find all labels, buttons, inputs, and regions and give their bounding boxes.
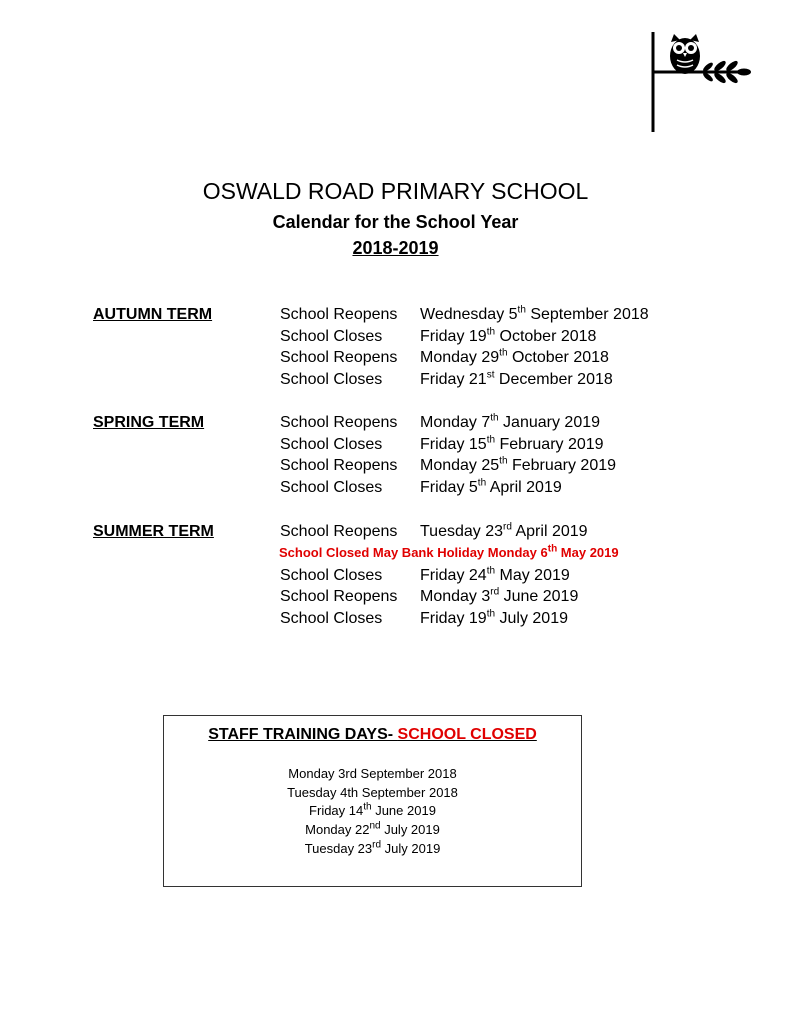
term-date-day: Friday 19 xyxy=(420,327,487,345)
term-date-ordinal: th xyxy=(499,348,508,360)
term-date-day: Friday 5 xyxy=(420,479,478,497)
term-date-ordinal: th xyxy=(490,412,499,424)
term-event: School Reopens xyxy=(280,306,398,323)
bank-holiday-text: School Closed May Bank Holiday Monday 6 xyxy=(279,545,548,560)
term-date-day: Wednesday 5 xyxy=(420,306,518,323)
term-date-ordinal: th xyxy=(486,326,496,338)
term-date-day: Friday 19 xyxy=(420,610,487,628)
term-date-month-year: April 2019 xyxy=(511,523,588,540)
staff-training-day xyxy=(164,785,581,800)
school-name: OSWALD ROAD PRIMARY SCHOOL xyxy=(202,178,589,204)
training-day-text: Tuesday 23 xyxy=(304,840,373,856)
term-event: School Reopens xyxy=(280,457,398,475)
term-date-day: Friday 15 xyxy=(420,435,487,453)
term-date-row xyxy=(280,610,568,628)
term-heading: SUMMER TERM xyxy=(93,523,214,540)
school-year: 2018-2019 xyxy=(352,238,439,258)
term-date-row xyxy=(280,479,562,497)
training-day-month-year: July 2019 xyxy=(380,822,440,838)
term-date-day: Monday 7 xyxy=(420,414,491,431)
term-event: School Closes xyxy=(280,566,383,584)
term-date-row xyxy=(280,414,600,432)
term-date-row xyxy=(280,371,613,389)
term-date-ordinal: th xyxy=(499,456,508,468)
term-date-ordinal: th xyxy=(517,304,526,316)
term-date-ordinal: th xyxy=(477,477,487,489)
training-day-text: Monday 22 xyxy=(305,822,370,838)
term-date-row xyxy=(280,567,570,585)
term-date-month-year: December 2018 xyxy=(494,371,613,389)
training-day-text: Friday 14 xyxy=(309,803,364,819)
owl-on-branch-icon xyxy=(640,26,770,136)
term-event: School Closes xyxy=(280,435,383,453)
term-date-day: Friday 21 xyxy=(420,371,487,389)
term-date-ordinal: rd xyxy=(490,587,500,599)
term-date-row xyxy=(280,328,596,346)
term-date-row xyxy=(280,588,578,606)
term-event: School Closes xyxy=(280,371,383,389)
term-date-row xyxy=(280,436,604,454)
term-event: School Closes xyxy=(280,479,383,497)
bank-holiday-note xyxy=(279,545,619,560)
term-date-month-year: July 2019 xyxy=(495,610,568,628)
school-closed-label: SCHOOL CLOSED xyxy=(397,726,537,743)
term-date-month-year: April 2019 xyxy=(486,479,562,497)
staff-training-box xyxy=(163,715,582,887)
staff-training-day xyxy=(164,822,581,837)
term-date-month-year: February 2019 xyxy=(495,435,604,453)
term-date-month-year: February 2019 xyxy=(507,457,617,475)
term-date-month-year: October 2018 xyxy=(495,327,597,345)
bank-holiday-ordinal: th xyxy=(547,543,558,555)
term-date-day: Friday 24 xyxy=(420,566,487,584)
calendar-subtitle: Calendar for the School Year xyxy=(272,212,519,232)
term-date-row xyxy=(280,523,588,541)
training-day-text: Tuesday 4th September 2018 xyxy=(287,784,458,800)
school-year-wrap xyxy=(0,238,791,259)
term-date-row xyxy=(280,349,609,367)
term-event: School Closes xyxy=(280,327,383,345)
staff-training-day xyxy=(164,803,581,818)
term-date-day: Monday 25 xyxy=(420,457,500,475)
term-date-month-year: October 2018 xyxy=(507,349,609,367)
term-date-month-year: September 2018 xyxy=(525,306,649,323)
term-date-month-year: May 2019 xyxy=(495,566,570,584)
term-date-ordinal: st xyxy=(486,369,495,381)
term-date-ordinal: th xyxy=(486,565,496,577)
term-event: School Reopens xyxy=(280,523,398,540)
staff-training-day xyxy=(164,766,581,781)
term-event: School Reopens xyxy=(280,588,398,606)
term-date-day: Monday 3 xyxy=(420,588,491,606)
staff-training-heading xyxy=(164,726,581,744)
term-event: School Closes xyxy=(280,610,383,628)
term-date-month-year: January 2019 xyxy=(498,414,601,431)
training-day-ordinal: th xyxy=(363,802,372,814)
training-day-ordinal: rd xyxy=(372,839,382,851)
training-day-text: Monday 3rd September 2018 xyxy=(288,766,457,781)
term-date-day: Tuesday 23 xyxy=(420,523,504,540)
term-date-day: Monday 29 xyxy=(420,349,500,367)
term-date-ordinal: rd xyxy=(503,521,512,533)
term-event: School Reopens xyxy=(280,414,398,431)
term-date-ordinal: th xyxy=(486,608,496,620)
term-date-ordinal: th xyxy=(486,434,496,446)
staff-training-day xyxy=(164,841,581,856)
term-heading: AUTUMN TERM xyxy=(93,306,213,323)
training-day-ordinal: nd xyxy=(369,820,381,832)
training-day-month-year: July 2019 xyxy=(381,840,441,856)
bank-holiday-date: May 2019 xyxy=(557,545,619,560)
term-date-month-year: June 2019 xyxy=(499,588,579,606)
term-event: School Reopens xyxy=(280,349,398,367)
term-date-row xyxy=(280,457,616,475)
term-heading: SPRING TERM xyxy=(93,414,205,431)
staff-training-heading-label: STAFF TRAINING DAYS- xyxy=(208,726,398,743)
training-day-month-year: June 2019 xyxy=(371,803,436,819)
term-date-row xyxy=(280,306,649,324)
